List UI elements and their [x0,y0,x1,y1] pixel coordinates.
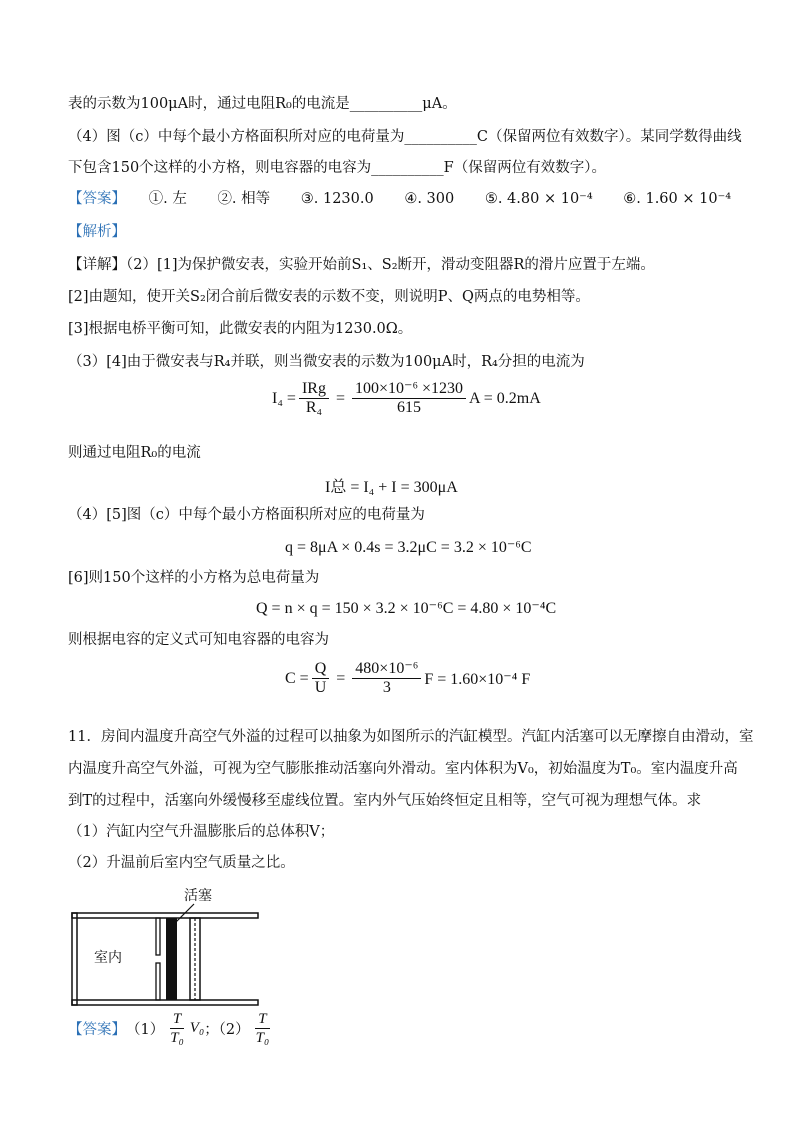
formula-total-charge: Q = n × q = 150 × 3.2 × 10⁻⁶C = 4.80 × 10⁻⁴C [256,600,557,617]
formula-part: A = 0.2mA [469,389,541,407]
piston [166,918,177,1000]
fraction-numerator: 480×10⁻⁶ [352,660,421,679]
answer-item: ⑤. 4.80 × 10⁻⁴ [484,191,593,207]
answer-item: ③. 1230.0 [300,191,374,207]
cylinder-top-wall [72,913,258,918]
text-line-9: 则通过电阻R₀的电流 [68,445,201,461]
answer-item: ②. 相等 [217,191,271,207]
question-11-part-2: （2）升温前后室内空气质量之比。 [68,855,295,871]
fraction-numerator: T [258,1011,267,1027]
final-answer-1-prefix: （1） [126,1022,165,1038]
formula-total-current: I总 = I₄ + I = 300μA [325,479,458,496]
formula-capacitance: C = $\frac{Q}{U}$ = $\frac{\text{480×10⁻⁶}}{3}$ F = 1.60×10⁻⁴ F [285,660,531,696]
cylinder-diagram [60,880,270,1010]
final-answer-label: 【答案】 [68,1022,126,1038]
fraction [299,380,329,417]
formula-part: C = [285,669,309,687]
final-answer-row [68,1010,275,1047]
analysis-label: 【解析】 [68,224,126,240]
question-11-line-3: 到T的过程中，活塞向外缓慢移至虚线位置。室内外气压始终恒定且相等，空气可视为理想气体。求 [68,793,702,809]
cylinder-bottom-wall [72,1000,258,1005]
question-11-line-2: 内温度升高空气外溢，可视为空气膨胀推动活塞向外滑动。室内体积为V₀，初始温度为T₀。室内温度升高 [68,761,738,777]
fraction [352,380,466,417]
text-line-8: （3）[4]由于微安表与R₄并联，则当微安表的示数为100μA时，R₄分担的电流为 [68,354,585,370]
formula-part: I₄ = [272,389,296,407]
fraction [253,1010,273,1047]
answer-item: ①. 左 [148,191,187,207]
text-line-6: [2]由题知，使开关S₂闭合前后微安表的示数不变，则说明P、Q两点的电势相等。 [68,289,590,305]
text-line-2: （4）图（c）中每个最小方格面积所对应的电荷量为__________C（保留两位有效数字）。某同学数得曲线 [68,129,742,145]
text-line-1: 表的示数为100μA时，通过电阻R₀的电流是__________μA。 [68,96,457,112]
fraction-denominator: 615 [397,399,421,416]
room-label: 室内 [94,950,122,966]
fraction [312,660,330,697]
question-11-line-1: 11．房间内温度升高空气外溢的过程可以抽象为如图所示的汽缸模型。汽缸内活塞可以无摩擦自由滑动，室 [68,729,754,745]
text-line-11: [6]则150个这样的小方格为总电荷量为 [68,570,320,586]
question-11-part-1: （1）汽缸内空气升温膨胀后的总体积V； [68,824,335,840]
fraction-numerator: T [172,1011,182,1027]
answer-item: ④. 300 [404,191,455,207]
stop-lower [156,963,160,1000]
fraction [167,1010,187,1047]
fraction-denominator: T₀ [170,1030,184,1046]
fraction-denominator: R₄ [305,399,323,416]
fraction [352,660,421,697]
stop-upper [156,918,160,955]
piston-label: 活塞 [184,888,212,904]
fraction-denominator: T₀ [255,1030,270,1046]
formula-part: V₀ [189,1020,205,1036]
text-line-5: 【详解】（2）[1]为保护微安表，实验开始前S₁、S₂断开，滑动变阻器R的滑片应置于左端。 [68,257,655,273]
cylinder-left-wall [72,913,77,1005]
text-line-3: 下包含150个这样的小方格，则电容器的电容为__________F（保留两位有效数字）。 [68,160,606,176]
answer-row [68,189,757,209]
answer-item: ⑥. 1.60 × 10⁻⁴ [623,191,732,207]
formula-part: F = 1.60×10⁻⁴ F [424,670,531,688]
fraction-numerator: IRg [299,380,329,399]
text-line-10: （4）[5]图（c）中每个最小方格面积所对应的电荷量为 [68,507,425,523]
fraction-numerator: Q [312,660,330,679]
formula-charge-q: q = 8μA × 0.4s = 3.2μC = 3.2 × 10⁻⁶C [285,539,532,556]
fraction-denominator: U [314,679,327,696]
text-line-7: [3]根据电桥平衡可知，此微安表的内阻为1230.0Ω。 [68,321,413,337]
text-line-12: 则根据电容的定义式可知电容器的电容为 [68,632,329,648]
answer-label: 【答案】 [68,191,126,207]
formula-i4: I₄ = $\frac{\text{IRg}}{\text{R₄}}$ = $\frac{\text{100×10⁻⁶ ×1230}}{615}$ A = 0.2mA [272,380,541,416]
fraction-denominator: 3 [382,679,391,696]
fraction-numerator: 100×10⁻⁶ ×1230 [352,380,466,399]
final-answer-2-prefix: ；（2） [204,1022,250,1038]
